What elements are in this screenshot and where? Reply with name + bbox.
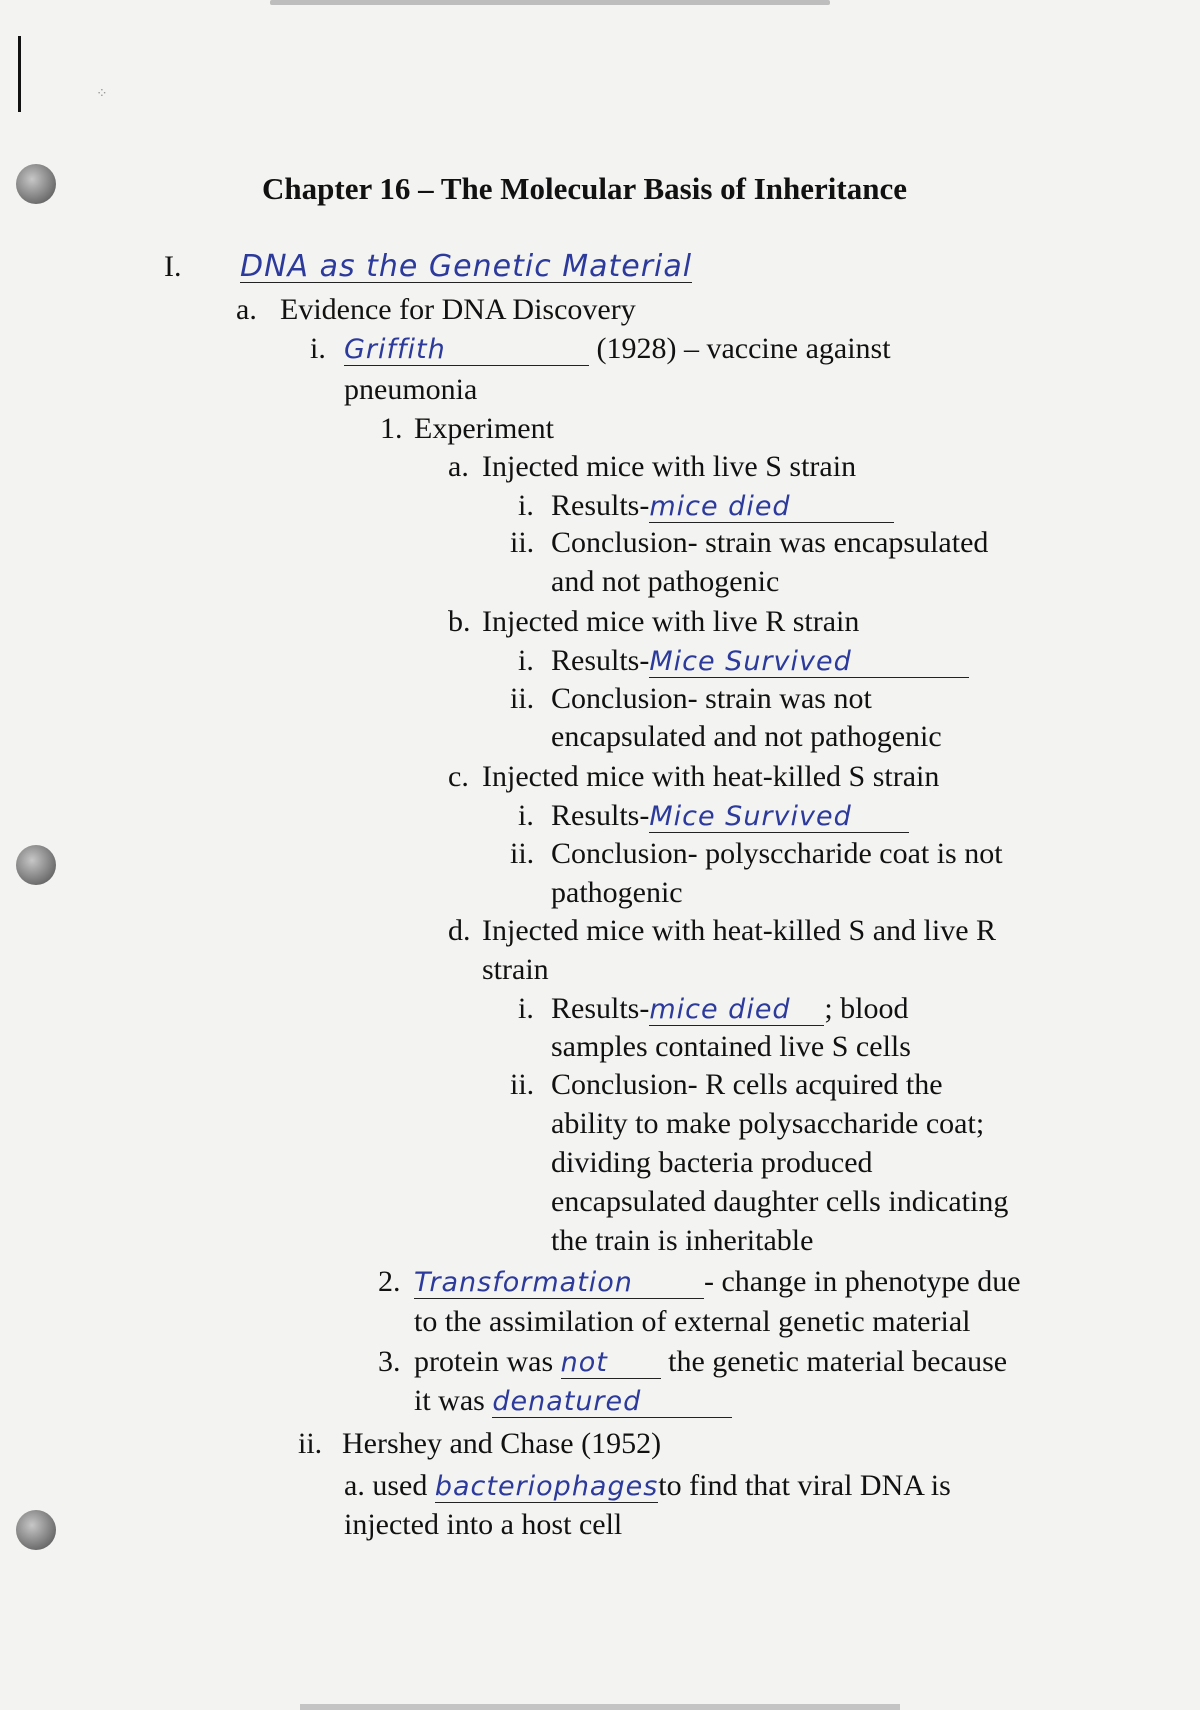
exp-a-conclusion-1: Conclusion- strain was encapsulated [551, 526, 989, 559]
griffith-handwritten: Griffith [344, 335, 589, 366]
exp-c-conclusion-1: Conclusion- polysccharide coat is not [551, 837, 1003, 870]
not-handwritten: not [561, 1348, 661, 1379]
exp-a-results-handwritten: mice died [649, 492, 894, 523]
exp-d-results [551, 990, 909, 1028]
exp-c-conclusion-2: pathogenic [551, 876, 683, 909]
exp-b-conclusion-1: Conclusion- strain was not [551, 682, 872, 715]
item-2-marker: 2. [378, 1265, 401, 1298]
item-ii-a-line [344, 1467, 951, 1505]
item-ii-text: Hershey and Chase (1952) [342, 1427, 662, 1460]
transformation-handwritten: Transformation [414, 1268, 704, 1299]
subsection-a-text: Evidence for DNA Discovery [280, 293, 636, 326]
exp-a-conclusion-marker: ii. [510, 526, 535, 559]
item-2-text-2: to the assimilation of external genetic material [414, 1305, 971, 1338]
exp-b-conclusion-marker: ii. [510, 682, 535, 715]
exp-b-marker: b. [448, 605, 471, 638]
paper-top-edge [270, 0, 830, 5]
item-ii-a-text-b: to find that viral DNA is [658, 1469, 951, 1502]
exp-a-results [551, 487, 894, 525]
exp-d-text-1: Injected mice with heat-killed S and live R [482, 914, 997, 947]
exp-d-conclusion-4: encapsulated daughter cells indicating [551, 1185, 1009, 1218]
exp-b-results-marker: i. [518, 644, 534, 677]
bacteriophages-handwritten: bacteriophages [434, 1471, 659, 1502]
exp-a-marker: a. [448, 450, 469, 483]
exp-a-conclusion-2: and not pathogenic [551, 565, 780, 598]
exp-d-results-marker: i. [518, 992, 534, 1025]
section-title-handwritten: DNA as the Genetic Material [240, 249, 693, 284]
exp-a-results-label: Results- [551, 489, 650, 522]
item-2-line [414, 1263, 1021, 1301]
item-3-line-2 [414, 1382, 732, 1420]
item-ii-a-text-a: used [372, 1469, 428, 1502]
exp-c-text: Injected mice with heat-killed S strain [482, 760, 940, 793]
exp-b-conclusion-2: encapsulated and not pathogenic [551, 720, 942, 753]
exp-d-conclusion-1: Conclusion- R cells acquired the [551, 1068, 943, 1101]
item-2-text: - change in phenotype due [704, 1265, 1021, 1298]
item-ii-a-text-2: injected into a host cell [344, 1508, 623, 1541]
paper-bottom-edge [300, 1704, 900, 1710]
exp-a-text: Injected mice with live S strain [482, 450, 857, 483]
pen-margin-mark [18, 36, 21, 112]
exp-d-text-2: strain [482, 953, 549, 986]
item-3-line [414, 1343, 1007, 1381]
exp-c-results-label: Results- [551, 799, 650, 832]
subsection-a-marker: a. [236, 293, 257, 326]
item-ii-marker: ii. [298, 1427, 323, 1460]
exp-d-marker: d. [448, 914, 471, 947]
paper-speck: ⁘ [96, 86, 108, 102]
item-3-text-a: protein was [414, 1345, 554, 1378]
item-3-text-c: it was [414, 1384, 485, 1417]
experiment-marker: 1. [380, 412, 403, 445]
item-3-marker: 3. [378, 1345, 401, 1378]
item-3-text-b: the genetic material because [668, 1345, 1008, 1378]
item-i-marker: i. [310, 332, 326, 365]
exp-d-results-2: samples contained live S cells [551, 1030, 911, 1063]
exp-d-results-handwritten: mice died [649, 995, 824, 1026]
exp-c-results-marker: i. [518, 799, 534, 832]
exp-c-results-handwritten: Mice Survived [649, 802, 909, 833]
section-marker: I. [164, 250, 182, 283]
denatured-handwritten: denatured [492, 1387, 732, 1418]
exp-d-results-label: Results- [551, 992, 650, 1025]
item-i-text-2: pneumonia [344, 373, 478, 406]
punch-hole-top [16, 164, 56, 204]
exp-b-results [551, 642, 969, 680]
page-title: Chapter 16 – The Molecular Basis of Inheritance [262, 171, 907, 206]
exp-b-text: Injected mice with live R strain [482, 605, 860, 638]
exp-d-conclusion-marker: ii. [510, 1068, 535, 1101]
exp-d-conclusion-5: the train is inheritable [551, 1224, 814, 1257]
exp-b-results-label: Results- [551, 644, 650, 677]
punch-hole-middle [16, 845, 56, 885]
punch-hole-bottom [16, 1510, 56, 1550]
exp-c-marker: c. [448, 760, 469, 793]
exp-c-conclusion-marker: ii. [510, 837, 535, 870]
exp-b-results-handwritten: Mice Survived [649, 647, 969, 678]
exp-d-conclusion-2: ability to make polysaccharide coat; [551, 1107, 985, 1140]
item-ii-a-marker: a. [344, 1469, 365, 1502]
item-i-text: (1928) – vaccine against [596, 332, 891, 365]
exp-d-conclusion-3: dividing bacteria produced [551, 1146, 873, 1179]
experiment-label: Experiment [414, 412, 554, 445]
exp-c-results [551, 797, 909, 835]
section-title [240, 248, 692, 286]
exp-a-results-marker: i. [518, 489, 534, 522]
item-i-line [344, 330, 891, 368]
exp-d-results-tail: ; blood [824, 992, 909, 1025]
